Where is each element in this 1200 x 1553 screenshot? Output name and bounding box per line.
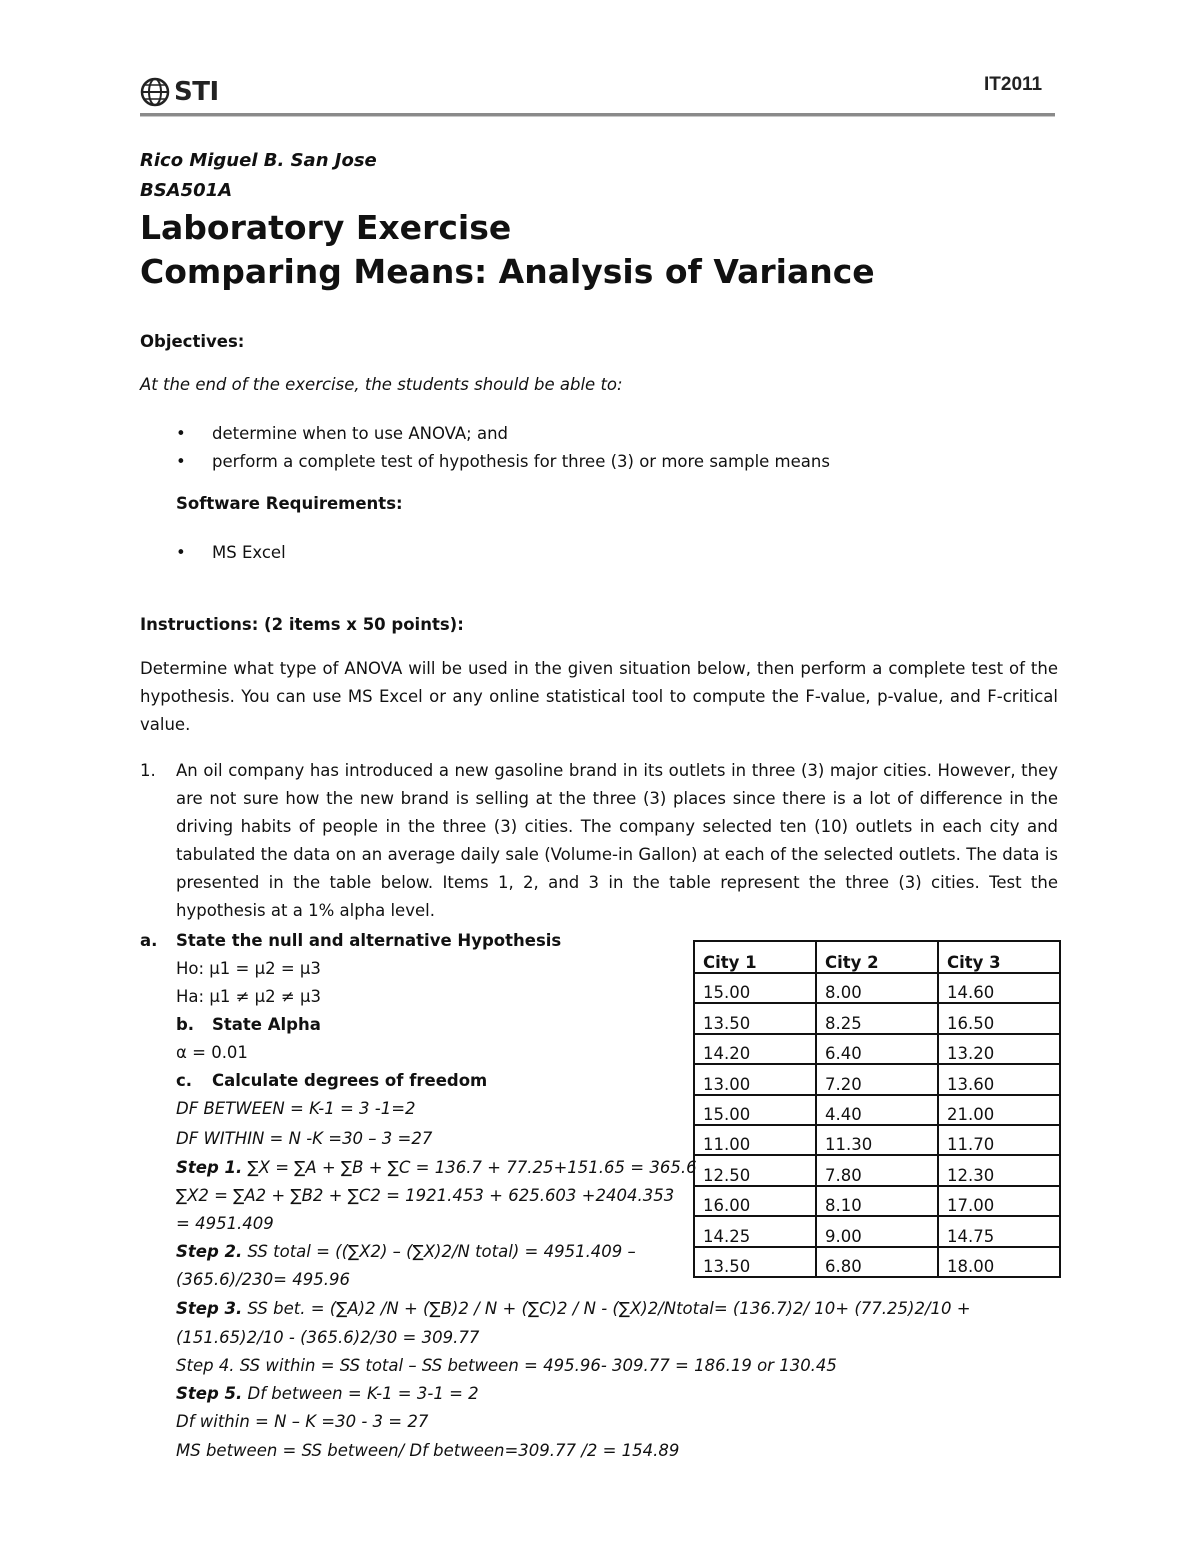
table-row — [694, 1216, 1060, 1246]
table-cell: 12.30 — [938, 1155, 1060, 1185]
table-cell: 6.80 — [816, 1247, 938, 1277]
ms-between-line: MS between = SS between/ Df between=309.77 /2 = 154.89 — [176, 1441, 680, 1460]
step5-line2: Df within = N – K =30 - 3 = 27 — [176, 1412, 429, 1431]
software-heading: Software Requirements: — [176, 494, 403, 513]
objective-item — [0, 448, 1200, 476]
table-row — [694, 1125, 1060, 1155]
table-cell: 7.20 — [816, 1064, 938, 1094]
header-rule — [140, 113, 1055, 117]
step5-label: Step 5. — [176, 1384, 243, 1403]
table-cell: 12.50 — [694, 1155, 816, 1185]
table-cell: 8.10 — [816, 1186, 938, 1216]
df-within: DF WITHIN = N -K =30 – 3 =27 — [176, 1129, 433, 1148]
alt-hypothesis: Ha: µ1 ≠ µ2 ≠ µ3 — [176, 987, 321, 1006]
part-a-title: State the null and alternative Hypothesis — [176, 931, 562, 950]
table-header-cell: City 1 — [694, 941, 816, 973]
step1-line2: ∑X2 = ∑A2 + ∑B2 + ∑C2 = 1921.453 + 625.603 +2404.353 — [176, 1186, 675, 1205]
software-text: MS Excel — [212, 543, 286, 562]
table-cell: 21.00 — [938, 1095, 1060, 1125]
objective-item — [0, 420, 1200, 448]
table-cell: 16.50 — [938, 1003, 1060, 1033]
table-cell: 11.00 — [694, 1125, 816, 1155]
problem-number: 1. — [140, 761, 156, 780]
instructions-text: Determine what type of ANOVA will be used in the given situation below, then perform a complete test of the hypothesis. You can use MS Excel or any online statistical tool to compute the F-value, p-value, and F-critical value. — [140, 659, 1058, 734]
table-row — [694, 1155, 1060, 1185]
table-cell: 18.00 — [938, 1247, 1060, 1277]
bullet-icon: • — [176, 543, 186, 562]
table-cell: 15.00 — [694, 1095, 816, 1125]
bullet-icon: • — [176, 424, 186, 443]
objective-text: determine when to use ANOVA; and — [212, 424, 509, 443]
part-c-title: Calculate degrees of freedom — [212, 1071, 488, 1090]
table-cell: 13.00 — [694, 1064, 816, 1094]
step5-line1 — [176, 1380, 479, 1408]
table-cell: 14.25 — [694, 1216, 816, 1246]
page-title-line1: Laboratory Exercise — [140, 208, 512, 247]
table-row — [694, 973, 1060, 1003]
step1-text: ∑X = ∑A + ∑B + ∑C = 136.7 + 77.25+151.65 = 365.6 — [247, 1158, 697, 1177]
table-row — [694, 1003, 1060, 1033]
part-c-label: c. — [176, 1071, 193, 1090]
table-cell: 9.00 — [816, 1216, 938, 1246]
table-header-row — [694, 941, 1060, 973]
table-cell: 14.75 — [938, 1216, 1060, 1246]
step2-line1 — [176, 1238, 636, 1266]
alpha-value: α = 0.01 — [176, 1043, 248, 1062]
author-name: Rico Miguel B. San Jose — [140, 150, 377, 171]
step1-line1 — [176, 1154, 697, 1182]
page-title-line2: Comparing Means: Analysis of Variance — [140, 252, 875, 291]
step1-label: Step 1. — [176, 1158, 243, 1177]
table-row — [694, 1064, 1060, 1094]
table-cell: 8.00 — [816, 973, 938, 1003]
bullet-icon: • — [176, 452, 186, 471]
step2-line2: (365.6)/230= 495.96 — [176, 1270, 350, 1289]
table-cell: 11.30 — [816, 1125, 938, 1155]
logo-text: STI — [174, 77, 219, 107]
step3-text: SS bet. = (∑A)2 /N + (∑B)2 / N + (∑C)2 / N - (∑X)2/Ntotal= (136.7)2/ 10+ (77.25)2/10 + — [247, 1299, 971, 1318]
sti-logo — [140, 74, 219, 110]
table-cell: 17.00 — [938, 1186, 1060, 1216]
globe-icon — [140, 77, 170, 107]
table-cell: 13.60 — [938, 1064, 1060, 1094]
problem-text: An oil company has introduced a new gasoline brand in its outlets in three (3) major cities. However, they are not sure how the new brand is selling at the three (3) places since there is a lot of difference in the driving habits of people in the three (3) cities. The company selected ten (10) outlets in each city and tabulated the data on an average daily sale (Volume-in Gallon) at each of the selected outlets. The data is presented in the table below. Items 1, 2, and 3 in the table represent the three (3) cities. Test the hypothesis at a 1% alpha level. — [176, 761, 1058, 920]
table-cell: 7.80 — [816, 1155, 938, 1185]
part-a-label: a. — [140, 931, 158, 950]
part-b-label: b. — [176, 1015, 195, 1034]
city-sales-table — [693, 940, 1061, 1278]
author-section: BSA501A — [140, 180, 233, 201]
step4-line: Step 4. SS within = SS total – SS between = 495.96- 309.77 = 186.19 or 130.45 — [176, 1356, 837, 1375]
table-cell: 15.00 — [694, 973, 816, 1003]
objective-text: perform a complete test of hypothesis for three (3) or more sample means — [212, 452, 830, 471]
table-cell: 14.60 — [938, 973, 1060, 1003]
table-row — [694, 1186, 1060, 1216]
step1-line3: = 4951.409 — [176, 1214, 274, 1233]
table-cell: 6.40 — [816, 1034, 938, 1064]
software-item — [0, 539, 1200, 567]
objectives-intro: At the end of the exercise, the students should be able to: — [140, 375, 623, 394]
part-b-title: State Alpha — [212, 1015, 321, 1034]
table-header-cell: City 3 — [938, 941, 1060, 973]
instructions-heading: Instructions: (2 items x 50 points): — [140, 615, 464, 634]
table-cell: 4.40 — [816, 1095, 938, 1125]
step5-text: Df between = K-1 = 3-1 = 2 — [247, 1384, 479, 1403]
step2-label: Step 2. — [176, 1242, 243, 1261]
table-cell: 11.70 — [938, 1125, 1060, 1155]
table-cell: 14.20 — [694, 1034, 816, 1064]
step2-text: SS total = ((∑X2) – (∑X)2/N total) = 4951.409 – — [247, 1242, 636, 1261]
table-cell: 13.20 — [938, 1034, 1060, 1064]
table-cell: 8.25 — [816, 1003, 938, 1033]
table-row — [694, 1247, 1060, 1277]
course-code: IT2011 — [984, 74, 1043, 95]
objectives-heading: Objectives: — [140, 332, 245, 351]
null-hypothesis: Ho: µ1 = µ2 = µ3 — [176, 959, 321, 978]
table-cell: 13.50 — [694, 1003, 816, 1033]
step3-line2: (151.65)2/10 - (365.6)2/30 = 309.77 — [176, 1328, 480, 1347]
table-header-cell: City 2 — [816, 941, 938, 973]
step3-label: Step 3. — [176, 1299, 243, 1318]
table-cell: 16.00 — [694, 1186, 816, 1216]
df-between: DF BETWEEN = K-1 = 3 -1=2 — [176, 1099, 416, 1118]
step3-line1 — [176, 1295, 971, 1323]
table-row — [694, 1095, 1060, 1125]
table-cell: 13.50 — [694, 1247, 816, 1277]
table-row — [694, 1034, 1060, 1064]
